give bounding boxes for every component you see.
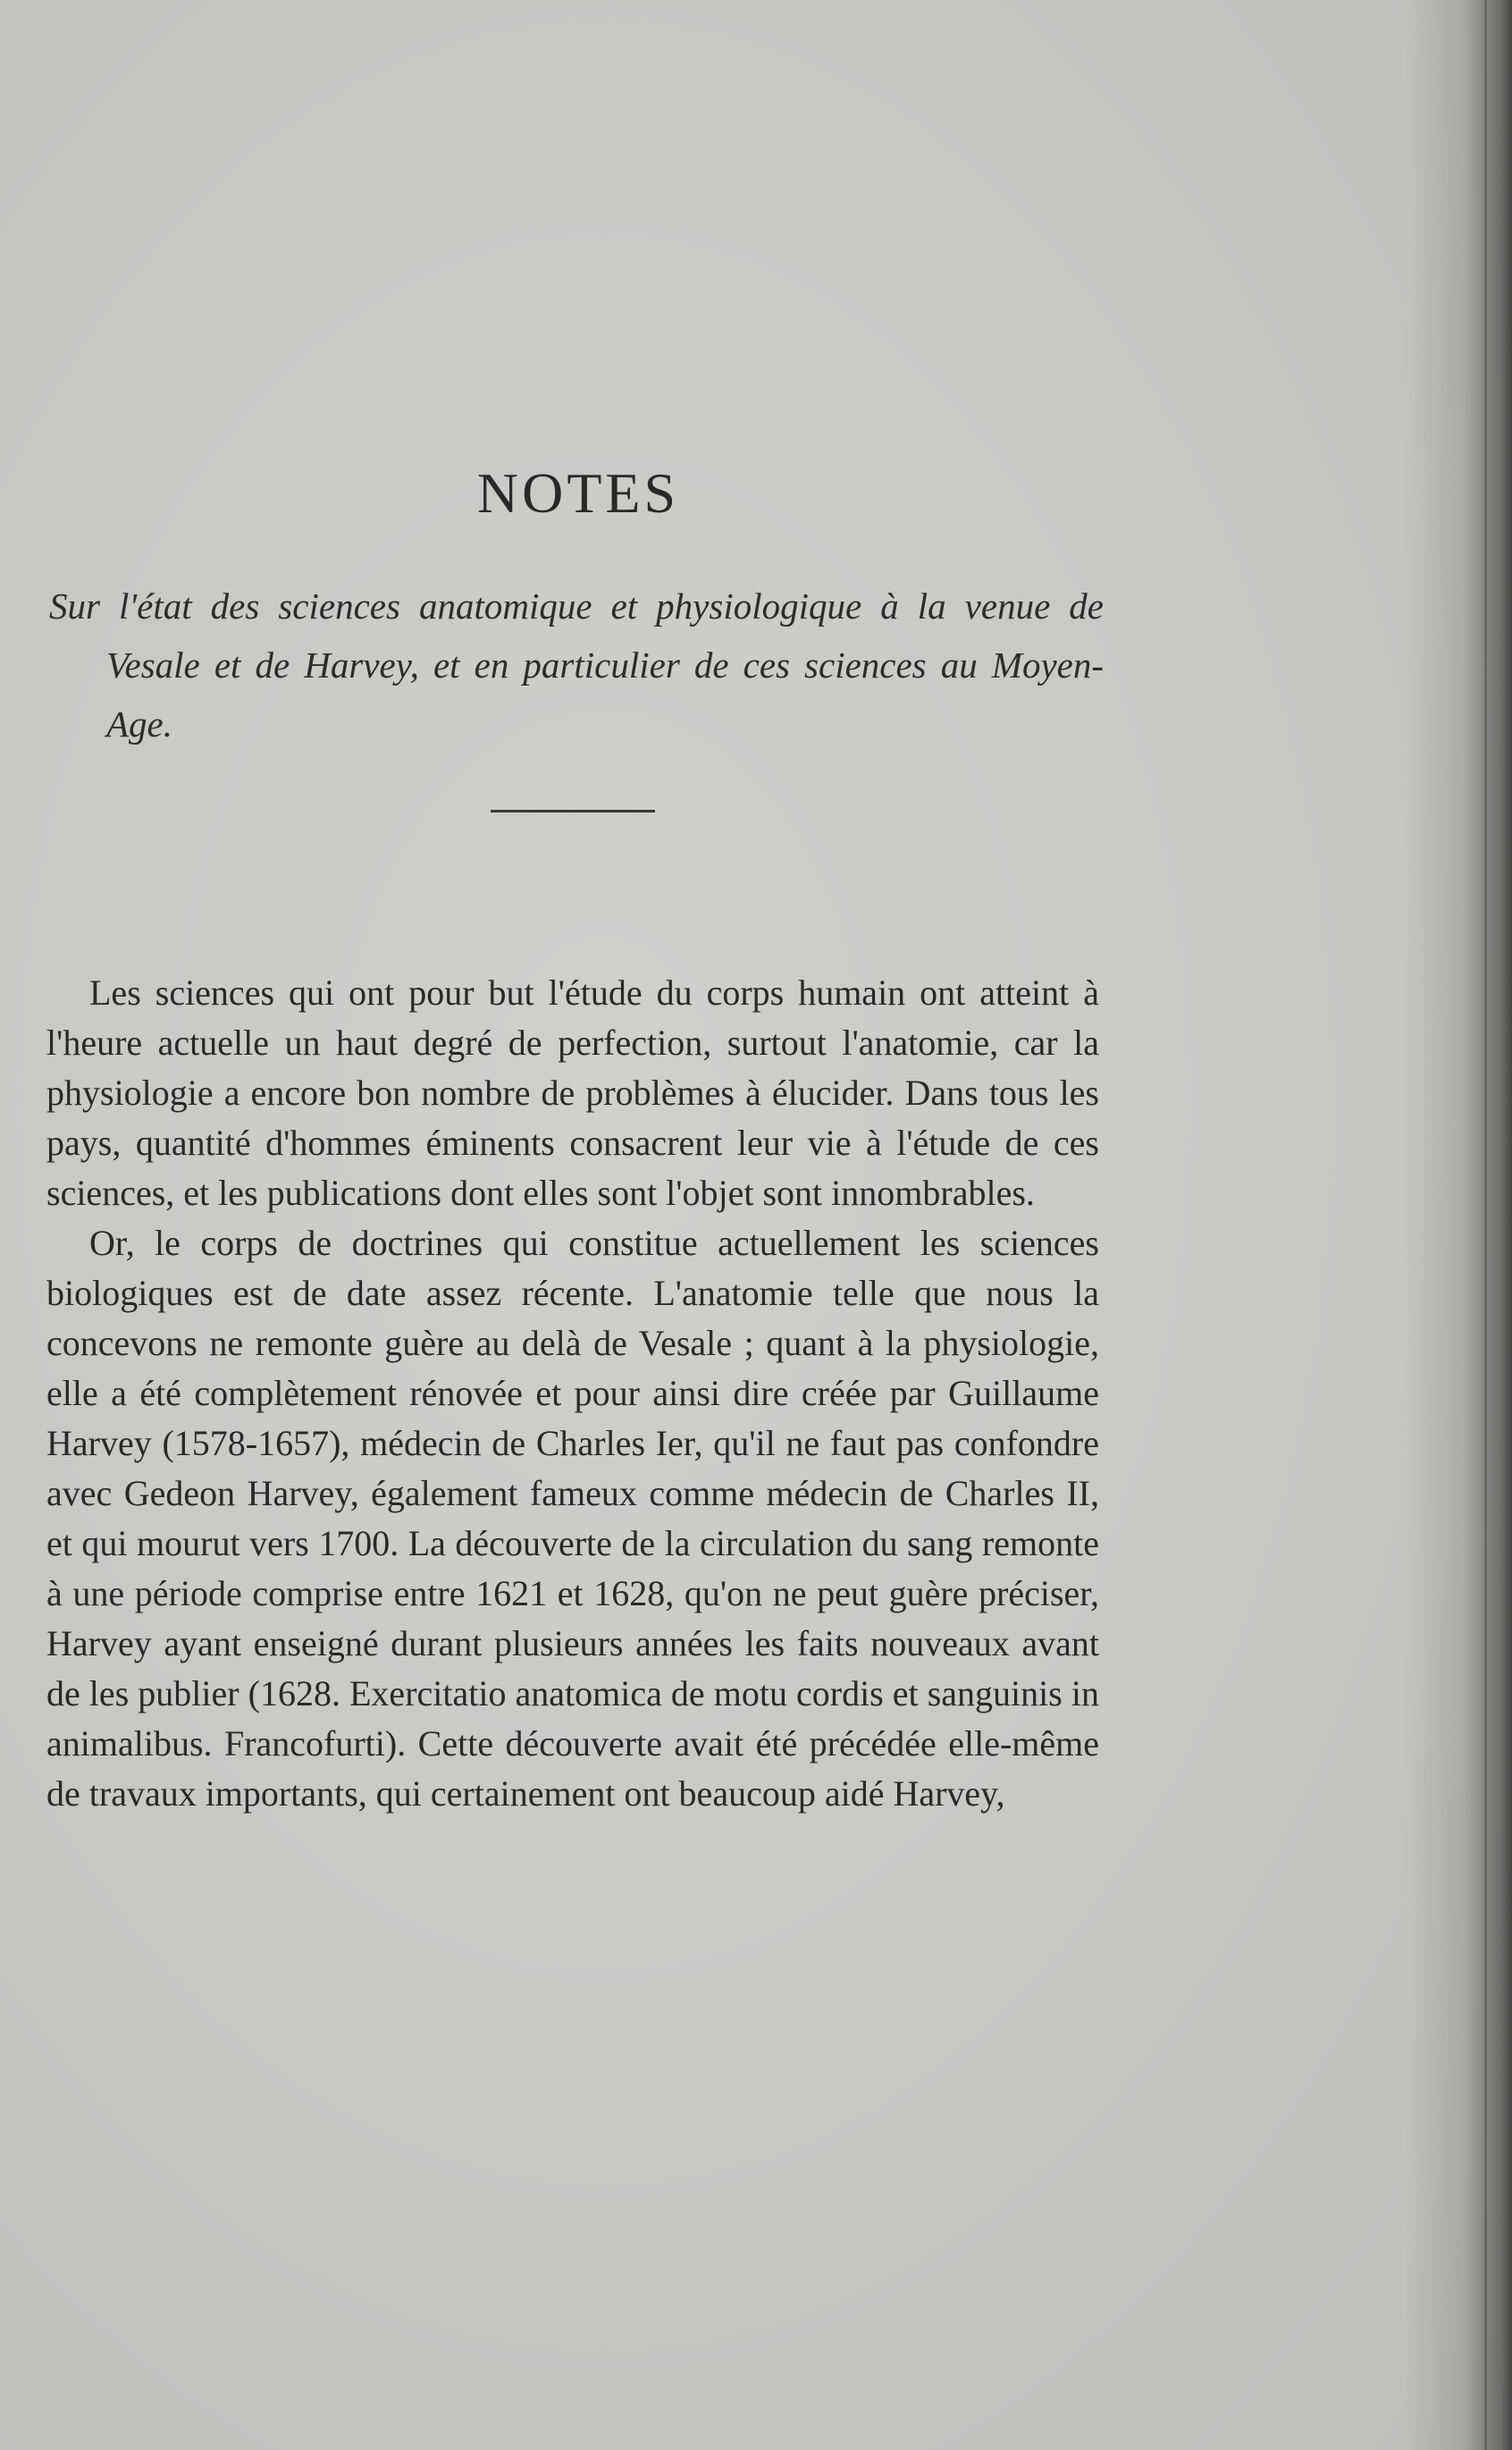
page-title: NOTES bbox=[476, 461, 680, 525]
page-binding-line bbox=[1484, 0, 1487, 2450]
section-divider bbox=[491, 810, 655, 812]
page-subtitle: Sur l'état des sciences anatomique et physiologique à la venue de Vesale et de Harvey, et en particulier de ces sciences au Moyen-Age. bbox=[49, 585, 1104, 745]
body-text bbox=[46, 968, 1099, 1819]
page-edge-shadow bbox=[1405, 0, 1512, 2450]
paragraph-2: Or, le corps de doctrines qui constitue actuellement les sciences biologiques est de date assez récente. L'anatomie telle que nous la concevons ne remonte guère au delà de Vesale ; quant à la physiologie, elle a été complètement rénovée et pour ainsi dire créée par Guillaume Harvey (1578-1657), médecin de Charles Ier, qu'il ne faut pas confondre avec Gedeon Harvey, également fameux comme médecin de Charles II, et qui mourut vers 1700. La découverte de la circulation du sang remonte à une période comprise entre 1621 et 1628, qu'on ne peut guère préciser, Harvey ayant enseigné durant plusieurs années les faits nouveaux avant de les publier (1628. Exercitatio anatomica de motu cordis et sanguinis in animalibus. Francofurti). Cette découverte avait été précédée elle-même de travaux importants, qui certainement ont beaucoup aidé Harvey, bbox=[46, 1223, 1099, 1814]
paragraph-1: Les sciences qui ont pour but l'étude du corps humain ont atteint à l'heure actuelle un haut degré de perfection, surtout l'anatomie, car la physiologie a encore bon nombre de problèmes à élucider. Dans tous les pays, quantité d'hommes éminents consacrent leur vie à l'étude de ces sciences, et les publications dont elles sont l'objet sont innombrables. bbox=[46, 972, 1099, 1213]
